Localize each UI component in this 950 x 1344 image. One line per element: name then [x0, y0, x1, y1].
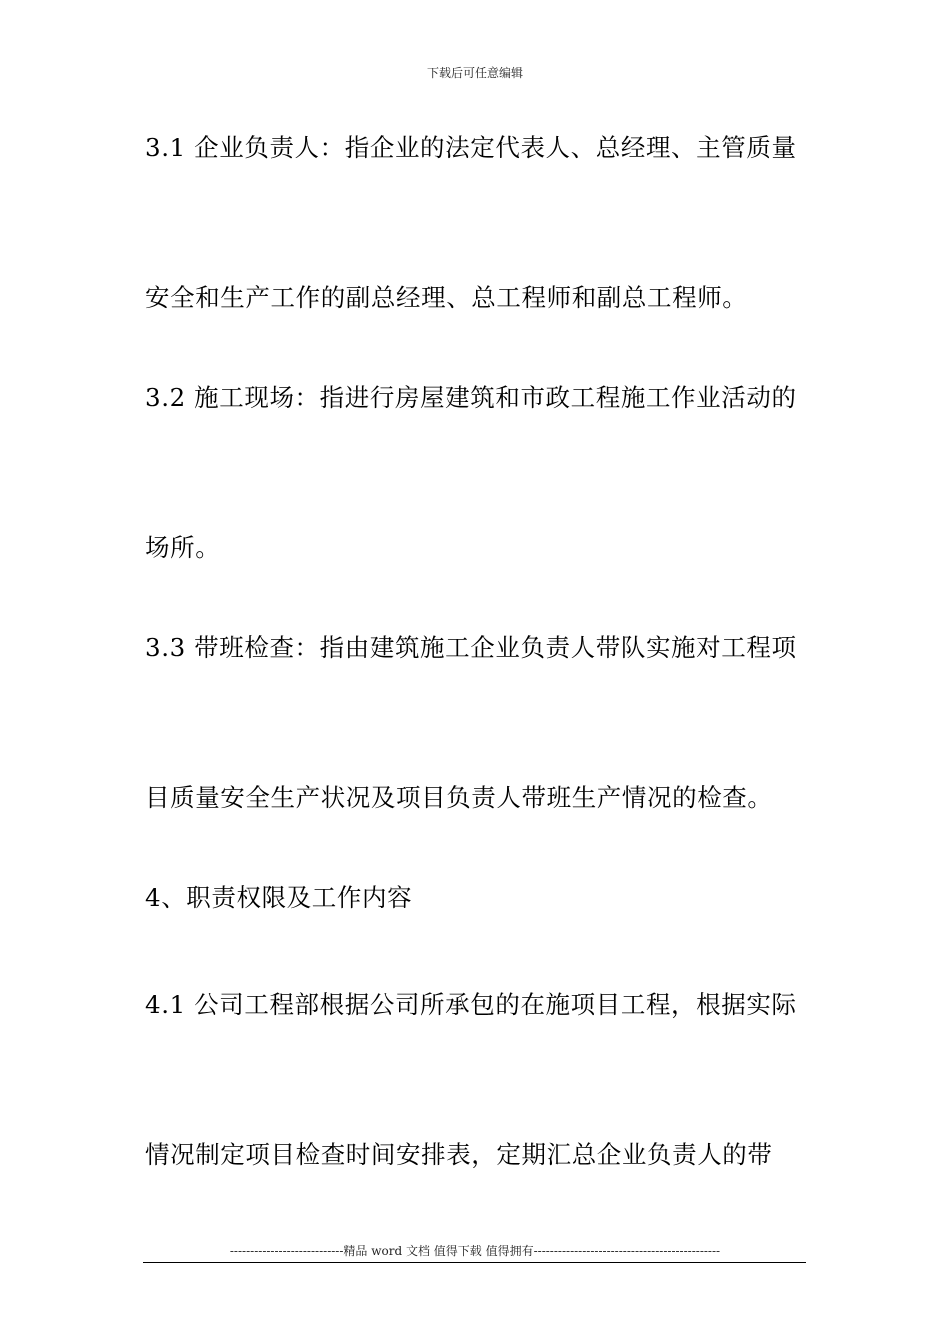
footer-divider: [143, 1262, 806, 1263]
body-line-1: 3.1 企业负责人：指企业的法定代表人、总经理、主管质量: [145, 133, 797, 162]
body-line-6: 目质量安全生产状况及项目负责人带班生产情况的检查。: [145, 783, 773, 812]
body-line-9: 情况制定项目检查时间安排表，定期汇总企业负责人的带: [145, 1140, 773, 1169]
body-line-2: 安全和生产工作的副总经理、总工程师和副总工程师。: [145, 283, 748, 312]
page-header: 下载后可任意编辑: [426, 66, 523, 80]
page-footer: ----------------------------精品 word 文档 值得下载 值得拥有----------------------------------------------: [229, 1244, 721, 1258]
section-heading: 4、职责权限及工作内容: [145, 883, 413, 912]
body-line-8: 4.1 公司工程部根据公司所承包的在施项目工程，根据实际: [145, 990, 797, 1019]
body-line-3: 3.2 施工现场：指进行房屋建筑和市政工程施工作业活动的: [145, 383, 797, 412]
body-line-5: 3.3 带班检查：指由建筑施工企业负责人带队实施对工程项: [145, 633, 797, 662]
body-line-4: 场所。: [145, 533, 221, 562]
